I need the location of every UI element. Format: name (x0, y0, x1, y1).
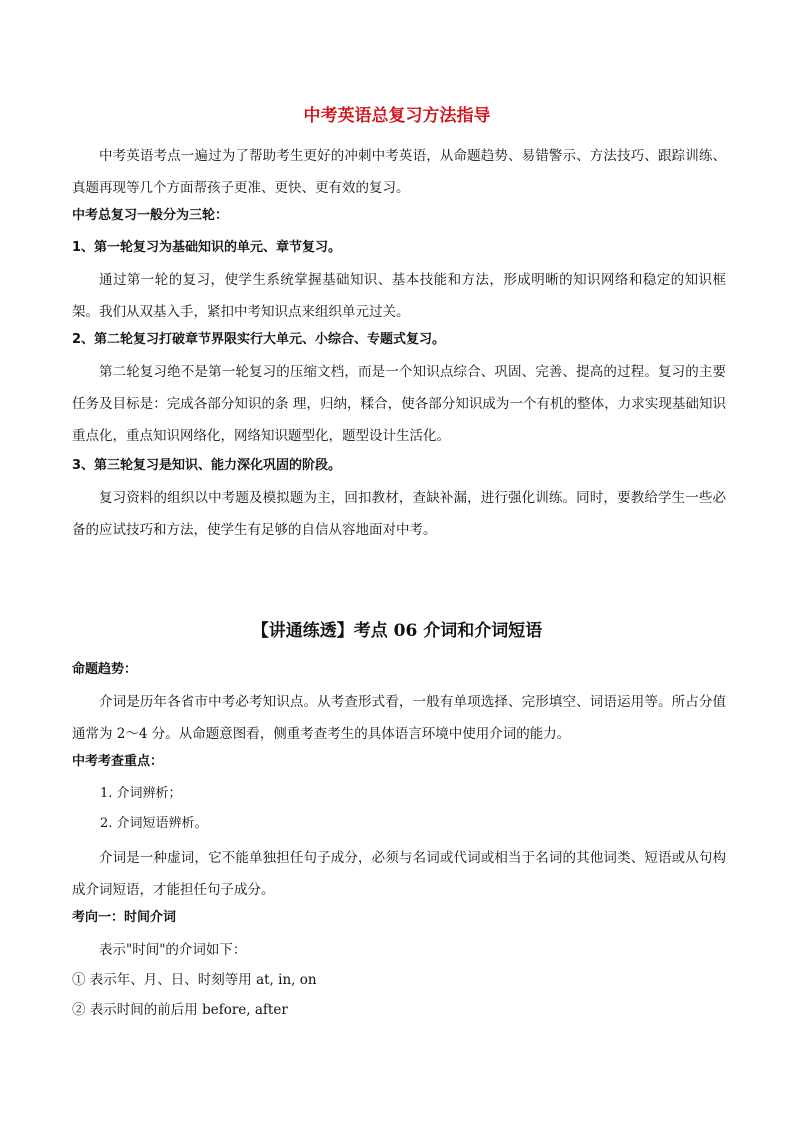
round3-paragraph: 复习资料的组织以中考题及模拟题为主，回扣教材，查缺补漏，进行强化训练。同时，要教给学生一些必备的应试技巧和方法，使学生有足够的自信从容地面对中考。 (72, 490, 726, 538)
round3-heading: 3、第三轮复习是知识、能力深化巩固的阶段。 (72, 458, 342, 473)
intro-paragraph: 中考英语考点一遍过为了帮助考生更好的冲刺中考英语，从命题趋势、易错警示、方法技巧、跟踪训练、真题再现等几个方面帮孩子更准、更快、更有效的复习。 (72, 148, 726, 196)
direction1-intro: 表示"时间"的介词如下： (99, 942, 247, 958)
round1-heading: 1、第一轮复习为基础知识的单元、章节复习。 (72, 240, 342, 255)
focus-item: 1. 介词辨析； (100, 786, 182, 801)
definition-paragraph: 介词是一种虚词，它不能单独担任句子成分，必须与名词或代词或相当于名词的其他词类、短语或从句构成介词短语，才能担任句子成分。 (72, 850, 726, 898)
direction1-heading: 考向一：时间介词 (72, 910, 177, 925)
section-title: 【讲通练透】考点 06 介词和介词短语 (251, 621, 543, 641)
round2-heading: 2、第二轮复习打破章节界限实行大单元、小综合、专题式复习。 (72, 332, 446, 347)
trend-heading: 命题趋势： (72, 662, 138, 677)
focus-item: 2. 介词短语辨析。 (100, 816, 208, 831)
overview-heading: 中考总复习一般分为三轮： (72, 208, 229, 223)
direction1-item: ① 表示年、月、日、时刻等用 at, in, on (72, 972, 317, 988)
page-title: 中考英语总复习方法指导 (303, 106, 491, 126)
focus-heading: 中考考查重点： (72, 754, 164, 769)
round2-paragraph: 第二轮复习绝不是第一轮复习的压缩文档，而是一个知识点综合、巩固、完善、提高的过程。复习的主要任务及目标是：完成各部分知识的条 理，归纳，糅合，使各部分知识成为一个有机的整体，力求实现基础知识重点化，重点知识网络化，网络知识题型化，题型设计生活化。 (72, 364, 726, 444)
direction1-item: ② 表示时间的前后用 before, after (72, 1002, 288, 1018)
round1-paragraph: 通过第一轮的复习，使学生系统掌握基础知识、基本技能和方法，形成明晰的知识网络和稳定的知识框架。我们从双基入手，紧扣中考知识点来组织单元过关。 (72, 272, 726, 320)
trend-paragraph: 介词是历年各省市中考必考知识点。从考查形式看，一般有单项选择、完形填空、词语运用等。所占分值通常为 2～4 分。从命题意图看，侧重考查考生的具体语言环境中使用介词的能力。 (72, 694, 726, 742)
